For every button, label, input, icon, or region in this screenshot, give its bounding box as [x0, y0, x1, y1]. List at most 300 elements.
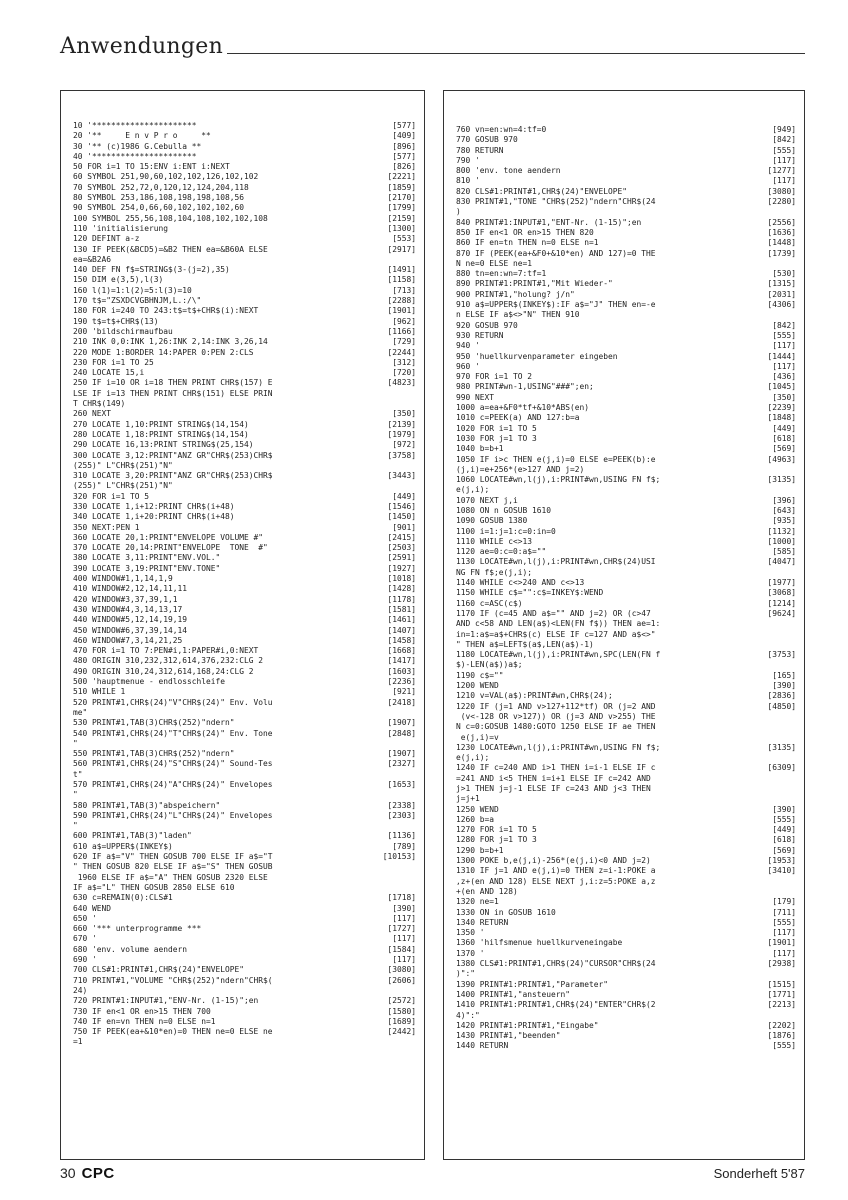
- code-text: 530 PRINT#1,TAB(3)CHR$(252)"ndern": [73, 718, 235, 728]
- checksum: [2170]: [387, 193, 416, 203]
- code-text: 1430 PRINT#1,"beenden": [456, 1031, 561, 1041]
- code-text: 570 PRINT#1,CHR$(24)"A"CHR$(24)" Envelopes: [73, 780, 273, 789]
- checksum: [4823]: [387, 378, 416, 388]
- checksum: [720]: [392, 368, 416, 378]
- code-text: 580 PRINT#1,TAB(3)"abspeichern": [73, 800, 221, 810]
- checksum: [962]: [392, 316, 416, 326]
- code-line: [456, 279, 796, 289]
- code-line: [456, 578, 796, 588]
- checksum: [1901]: [387, 306, 416, 316]
- code-line: [73, 945, 416, 955]
- code-line: [456, 352, 796, 362]
- code-line: [456, 743, 796, 753]
- checksum: [390]: [772, 681, 796, 691]
- code-line: [73, 512, 416, 522]
- checksum: [585]: [772, 547, 796, 557]
- checksum: [2591]: [387, 553, 416, 563]
- code-line: [73, 245, 416, 255]
- code-line: [456, 980, 796, 990]
- code-text: (255)" L"CHR$(251)"N": [73, 481, 173, 491]
- code-text: 1320 ne=1: [456, 897, 499, 907]
- code-text: 210 INK 0,0:INK 1,26:INK 2,14:INK 3,26,14: [73, 337, 268, 347]
- code-text: 880 tn=en:wn=7:tf=1: [456, 269, 547, 279]
- code-text: 370 LOCATE 20,14:PRINT"ENVELOPE TONE #": [73, 543, 268, 553]
- code-text: (255)" L"CHR$(251)"N": [73, 460, 173, 470]
- code-text: 220 MODE 1:BORDER 14:PAPER 0:PEN 2:CLS: [73, 347, 254, 357]
- checksum: [3135]: [767, 742, 796, 752]
- code-line: [456, 702, 796, 712]
- checksum: [1907]: [387, 718, 416, 728]
- code-line: [73, 286, 416, 296]
- checksum: [350]: [392, 409, 416, 419]
- code-line: [456, 1011, 796, 1021]
- checksum: [2572]: [387, 996, 416, 1006]
- code-text: 140 DEF FN f$=STRING$(3-(j=2),35): [73, 265, 230, 275]
- code-text: e(j,i)=v: [456, 732, 499, 742]
- code-line: [456, 918, 796, 928]
- code-text: 1300 POKE b,e(j,i)-256*(e(j,i)<0 AND j=2): [456, 856, 651, 866]
- checksum: [1848]: [767, 413, 796, 423]
- checksum: [1979]: [387, 429, 416, 439]
- checksum: [1727]: [387, 924, 416, 934]
- checksum: [3080]: [387, 965, 416, 975]
- code-text: in=1:a$=a$+CHR$(c) ELSE IF c=127 AND a$<>": [456, 629, 656, 639]
- checksum: [935]: [772, 516, 796, 526]
- code-line: [456, 866, 796, 876]
- checksum: [643]: [772, 505, 796, 515]
- code-text: 280 LOCATE 1,18:PRINT STRING$(14,154): [73, 429, 249, 439]
- code-line: [73, 687, 416, 697]
- code-text: 190 t$=t$+CHR$(13): [73, 316, 159, 326]
- code-text: NG FN f$;e(j,i);: [456, 567, 533, 577]
- code-text: 720 PRINT#1:INPUT#1,"ENV-Nr. (1-15)";en: [73, 996, 259, 1006]
- checksum: [746, 568, 796, 578]
- code-line: [456, 784, 796, 794]
- checksum: [1584]: [387, 944, 416, 954]
- code-line: [456, 382, 796, 392]
- code-line: [73, 759, 416, 769]
- code-line: [73, 430, 416, 440]
- checksum: [436]: [772, 372, 796, 382]
- checksum: [2159]: [387, 213, 416, 223]
- checksum: [4047]: [767, 557, 796, 567]
- checksum: [1689]: [387, 1016, 416, 1026]
- checksum: [3068]: [767, 588, 796, 598]
- code-line: [73, 440, 416, 450]
- page-header: [60, 28, 805, 58]
- checksum: [746, 259, 796, 269]
- checksum: [746, 794, 796, 804]
- code-text: )":": [456, 969, 476, 979]
- code-line: [73, 883, 416, 893]
- checksum: [449]: [772, 423, 796, 433]
- code-text: 1270 FOR i=1 TO 5: [456, 825, 537, 835]
- checksum: [2938]: [767, 959, 796, 969]
- code-text: 860 IF en=tn THEN n=0 ELSE n=1: [456, 238, 599, 248]
- checksum: [3753]: [767, 650, 796, 660]
- code-text: 1110 WHILE c<>13: [456, 536, 533, 546]
- checksum: [1668]: [387, 646, 416, 656]
- code-line: [456, 485, 796, 495]
- code-text: 840 PRINT#1:INPUT#1,"ENT-Nr. (1-15)";en: [456, 217, 642, 227]
- checksum: [746, 877, 796, 887]
- code-text: 110 'initialisierung: [73, 223, 169, 233]
- code-text: 690 ': [73, 955, 97, 965]
- page-footer: [60, 1162, 805, 1184]
- code-line: [456, 1021, 796, 1031]
- code-text: " THEN GOSUB 820 ELSE IF a$="S" THEN GOSUB: [73, 862, 273, 872]
- checksum: [569]: [772, 444, 796, 454]
- code-line: [456, 609, 796, 619]
- code-line: [456, 691, 796, 701]
- code-line: [456, 969, 796, 979]
- code-text: 1360 'hilfsmenue huellkurveneingabe: [456, 938, 623, 948]
- checksum: [366, 770, 416, 780]
- code-line: [73, 842, 416, 852]
- checksum: [921]: [392, 687, 416, 697]
- checksum: [366, 708, 416, 718]
- code-text: 750 IF PEEK(ea+&10*en)=0 THEN ne=0 ELSE ne: [73, 1027, 273, 1037]
- code-line: [73, 358, 416, 368]
- code-line: [456, 897, 796, 907]
- checksum: [1277]: [767, 166, 796, 176]
- code-line: [73, 770, 416, 780]
- code-text: 610 a$=UPPER$(INKEY$): [73, 841, 173, 851]
- checksum: [117]: [392, 955, 416, 965]
- checksum: [746, 774, 796, 784]
- code-line: [456, 722, 796, 732]
- code-text: 10 '**********************: [73, 121, 197, 130]
- code-line: [73, 677, 416, 687]
- code-text: 24): [73, 985, 88, 995]
- code-text: 1170 IF (c=45 AND a$="" AND j=2) OR (c>47: [456, 608, 651, 618]
- checksum: [1799]: [387, 203, 416, 213]
- code-text: 1160 c=ASC(c$): [456, 598, 523, 608]
- checksum: [1653]: [387, 780, 416, 789]
- code-line: [456, 928, 796, 938]
- code-line: [456, 794, 796, 804]
- checksum: [2221]: [387, 172, 416, 182]
- checksum: [366, 862, 416, 872]
- code-line: [456, 125, 796, 135]
- code-line: [456, 238, 796, 248]
- code-line: [456, 640, 796, 650]
- code-text: 50 FOR i=1 TO 15:ENV i:ENT i:NEXT: [73, 162, 230, 172]
- code-line: [73, 142, 416, 152]
- code-text: 440 WINDOW#5,12,14,19,19: [73, 615, 188, 625]
- checksum: [746, 207, 796, 217]
- code-text: (j,i)=e+256*(e>127 AND j=2): [456, 464, 585, 474]
- checksum: [1927]: [387, 563, 416, 573]
- checksum: [1417]: [387, 656, 416, 666]
- checksum: [1718]: [387, 893, 416, 903]
- code-line: [73, 749, 416, 759]
- code-text: 1370 ': [456, 948, 485, 958]
- code-line: [73, 203, 416, 213]
- code-line: [456, 475, 796, 485]
- checksum: [555]: [772, 145, 796, 155]
- code-line: [73, 306, 416, 316]
- code-text: 90 SYMBOL 254,0,66,60,102,102,102,60: [73, 203, 245, 213]
- code-text: 890 PRINT#1:PRINT#1,"Mit Wieder-": [456, 279, 613, 289]
- code-text: 1340 RETURN: [456, 917, 509, 927]
- code-text: 1130 LOCATE#wn,l(j),i:PRINT#wn,CHR$(24)USI: [456, 557, 656, 567]
- code-line: [73, 1007, 416, 1017]
- checksum: [1907]: [387, 749, 416, 759]
- checksum: [1580]: [387, 1006, 416, 1016]
- code-text: 30 '** (c)1986 G.Cebulla **: [73, 141, 202, 151]
- code-text: 730 IF en<1 OR en>15 THEN 700: [73, 1006, 211, 1016]
- code-line: [456, 424, 796, 434]
- code-text: 1060 LOCATE#wn,l(j),i:PRINT#wn,USING FN f$;: [456, 475, 661, 485]
- checksum: [746, 619, 796, 629]
- checksum: [396]: [772, 495, 796, 505]
- checksum: [746, 630, 796, 640]
- code-line: [456, 681, 796, 691]
- code-text: 470 FOR i=1 TO 7:PEN#i,1:PAPER#i,0:NEXT: [73, 646, 259, 656]
- code-line: [456, 372, 796, 382]
- code-line: [73, 801, 416, 811]
- checksum: [713]: [392, 285, 416, 295]
- checksum: [1859]: [387, 182, 416, 192]
- checksum: [366, 399, 416, 409]
- code-line: [73, 543, 416, 553]
- code-line: [73, 584, 416, 594]
- code-line: [456, 341, 796, 351]
- listing-column-right: [443, 90, 805, 1160]
- code-text: $)-LEN(a$))a$;: [456, 660, 523, 670]
- code-text: 350 NEXT:PEN 1: [73, 522, 140, 532]
- code-text: T CHR$(149): [73, 399, 126, 409]
- code-line: [73, 368, 416, 378]
- checksum: [1603]: [387, 666, 416, 676]
- checksum: [366, 1037, 416, 1047]
- code-text: 1020 FOR i=1 TO 5: [456, 423, 537, 433]
- checksum: [366, 790, 416, 800]
- code-line: [73, 811, 416, 821]
- footer-left: [60, 1165, 115, 1182]
- code-text: 1260 b=a: [456, 814, 495, 824]
- code-line: [73, 317, 416, 327]
- code-line: [73, 656, 416, 666]
- checksum: [117]: [772, 341, 796, 351]
- code-line: [73, 1027, 416, 1037]
- checksum: [2836]: [767, 691, 796, 701]
- code-line: [73, 904, 416, 914]
- code-line: [73, 255, 416, 265]
- checksum: [1515]: [767, 979, 796, 989]
- code-text: 1120 ae=0:c=0:a$="": [456, 547, 547, 557]
- code-line: [456, 516, 796, 526]
- checksum: [2213]: [767, 1000, 796, 1010]
- checksum: [1491]: [387, 265, 416, 275]
- checksum: [789]: [392, 841, 416, 851]
- code-line: [456, 249, 796, 259]
- code-line: [456, 815, 796, 825]
- code-line: [73, 862, 416, 872]
- checksum: [3135]: [767, 475, 796, 485]
- checksum: [2244]: [387, 347, 416, 357]
- code-text: 1150 WHILE c$="":c$=INKEY$:WEND: [456, 588, 604, 598]
- checksum: [746, 640, 796, 650]
- code-line: [456, 825, 796, 835]
- checksum: [1407]: [387, 625, 416, 635]
- code-line: [456, 650, 796, 660]
- section-title: Anwendungen: [60, 34, 224, 59]
- code-text: 1040 b=b+1: [456, 444, 504, 454]
- code-line: [73, 533, 416, 543]
- checksum: [729]: [392, 337, 416, 347]
- checksum: [117]: [772, 361, 796, 371]
- checksum: [1214]: [767, 598, 796, 608]
- code-line: [73, 831, 416, 841]
- checksum: [2848]: [387, 728, 416, 738]
- code-line: [456, 413, 796, 423]
- checksum: [2917]: [387, 244, 416, 254]
- code-text: 870 IF (PEEK(ea+&F0+&10*en) AND 127)=0 THE: [456, 248, 656, 258]
- checksum: [618]: [772, 835, 796, 845]
- checksum: [3410]: [767, 866, 796, 876]
- code-line: [73, 924, 416, 934]
- code-line: [73, 574, 416, 584]
- code-line: [456, 805, 796, 815]
- code-text: 820 CLS#1:PRINT#1,CHR$(24)"ENVELOPE": [456, 186, 628, 196]
- code-line: [456, 671, 796, 681]
- checksum: [2327]: [387, 759, 416, 769]
- code-text: 740 IF en=vn THEN n=0 ELSE n=1: [73, 1016, 216, 1026]
- code-line: [73, 224, 416, 234]
- code-text: 100 SYMBOL 255,56,108,104,108,102,102,108: [73, 213, 268, 223]
- code-line: [73, 955, 416, 965]
- code-line: [73, 152, 416, 162]
- code-line: [73, 790, 416, 800]
- page-number: 30: [60, 1164, 76, 1181]
- code-text: 380 LOCATE 3,11:PRINT"ENV.VOL.": [73, 553, 221, 563]
- code-line: [456, 156, 796, 166]
- code-text: 1010 c=PEEK(a) AND 127:b=a: [456, 413, 580, 423]
- checksum: [746, 969, 796, 979]
- code-text: 480 ORIGIN 310,232,312,614,376,232:CLG 2: [73, 656, 264, 666]
- code-text: 180 FOR i=240 TO 243:t$=t$+CHR$(i):NEXT: [73, 306, 259, 316]
- code-text: =241 AND i<5 THEN i=i+1 ELSE IF c=242 AND: [456, 773, 651, 783]
- code-text: 70 SYMBOL 252,72,0,120,12,124,204,118: [73, 182, 249, 192]
- code-line: [73, 461, 416, 471]
- checksum: [2236]: [387, 677, 416, 687]
- code-line: [73, 502, 416, 512]
- code-line: [456, 187, 796, 197]
- code-text: 1400 PRINT#1,"ansteuern": [456, 989, 571, 999]
- code-text: 1190 c$="": [456, 670, 504, 680]
- code-line: [73, 214, 416, 224]
- code-text: (v<-128 OR v>127)) OR (j=3 AND v>255) THE: [456, 711, 656, 721]
- code-line: [456, 166, 796, 176]
- code-line: [456, 269, 796, 279]
- checksum: [1461]: [387, 615, 416, 625]
- code-line: [73, 996, 416, 1006]
- code-text: 1330 ON in GOSUB 1610: [456, 907, 556, 917]
- code-line: [73, 718, 416, 728]
- code-text: 160 l(1)=1:l(2)=5:l(3)=10: [73, 285, 192, 295]
- code-text: 1180 LOCATE#wn,l(j),i:PRINT#wn,SPC(LEN(FN f: [456, 650, 661, 660]
- code-text: =1: [73, 1037, 83, 1047]
- checksum: [6309]: [767, 763, 796, 773]
- code-text: 1100 i=1:j=1:c=0:in=0: [456, 526, 556, 536]
- code-line: [456, 1041, 796, 1051]
- code-text: ": [73, 821, 78, 831]
- checksum: [2503]: [387, 543, 416, 553]
- checksum: [449]: [772, 825, 796, 835]
- checksum: [117]: [392, 934, 416, 944]
- code-text: 550 PRINT#1,TAB(3)CHR$(252)"ndern": [73, 749, 235, 759]
- code-line: [73, 965, 416, 975]
- code-text: 290 LOCATE 16,13:PRINT STRING$(25,154): [73, 440, 254, 450]
- checksum: [366, 986, 416, 996]
- checksum: [746, 887, 796, 897]
- code-line: [456, 506, 796, 516]
- code-text: N c=0:GOSUB 1480:GOTO 1250 ELSE IF ae THEN: [456, 722, 656, 732]
- checksum: [896]: [392, 141, 416, 151]
- code-line: [456, 599, 796, 609]
- code-text: 1200 WEND: [456, 681, 499, 691]
- code-text: j=j+1: [456, 794, 480, 804]
- code-text: 1380 CLS#1:PRINT#1,CHR$(24)"CURSOR"CHR$(24: [456, 959, 656, 969]
- code-line: [456, 455, 796, 465]
- code-line: [73, 193, 416, 203]
- code-line: [456, 908, 796, 918]
- checksum: [2442]: [387, 1027, 416, 1037]
- checksum: [117]: [392, 913, 416, 923]
- code-text: 1050 IF i>c THEN e(j,i)=0 ELSE e=PEEK(b):e: [456, 454, 656, 464]
- code-line: [73, 708, 416, 718]
- checksum: [390]: [392, 903, 416, 913]
- code-text: 660 '*** unterprogramme ***: [73, 924, 202, 934]
- code-text: 4)":": [456, 1010, 480, 1020]
- checksum: [117]: [772, 176, 796, 186]
- checksum: [4306]: [767, 300, 796, 310]
- checksum: [117]: [772, 928, 796, 938]
- code-line: [73, 852, 416, 862]
- code-text: 1290 b=b+1: [456, 845, 504, 855]
- code-text: 990 NEXT: [456, 392, 495, 402]
- code-line: [456, 403, 796, 413]
- code-line: [456, 774, 796, 784]
- code-line: [73, 492, 416, 502]
- checksum: [1158]: [387, 275, 416, 285]
- code-line: [73, 162, 416, 172]
- checksum: [4850]: [767, 701, 796, 711]
- code-text: 1240 IF c=240 AND i>1 THEN i=i-1 ELSE IF c: [456, 763, 656, 773]
- checksum: [350]: [772, 392, 796, 402]
- checksum: [1444]: [767, 351, 796, 361]
- code-text: 1230 LOCATE#wn,l(j),i:PRINT#wn,USING FN f$;: [456, 742, 661, 752]
- code-text: 710 PRINT#1,"VOLUME "CHR$(252)"ndern"CHR$(: [73, 975, 273, 985]
- checksum: [2415]: [387, 532, 416, 542]
- checksum: [2556]: [767, 217, 796, 227]
- code-line: [73, 234, 416, 244]
- code-line: [456, 176, 796, 186]
- checksum: [1636]: [767, 227, 796, 237]
- code-line: [73, 296, 416, 306]
- code-text: 1310 IF j=1 AND e(j,i)=0 THEN z=i-1:POKE a: [456, 866, 656, 876]
- code-text: 1220 IF (j=1 AND v>127+112*tf) OR (j=2 AND: [456, 701, 656, 711]
- checksum: [2202]: [767, 1020, 796, 1030]
- code-text: 980 PRINT#wn-1,USING"###";en;: [456, 382, 594, 392]
- checksum: [949]: [772, 125, 796, 134]
- code-line: [456, 753, 796, 763]
- code-text: 920 GOSUB 970: [456, 320, 518, 330]
- checksum: [746, 712, 796, 722]
- code-text: 970 FOR i=1 TO 2: [456, 372, 533, 382]
